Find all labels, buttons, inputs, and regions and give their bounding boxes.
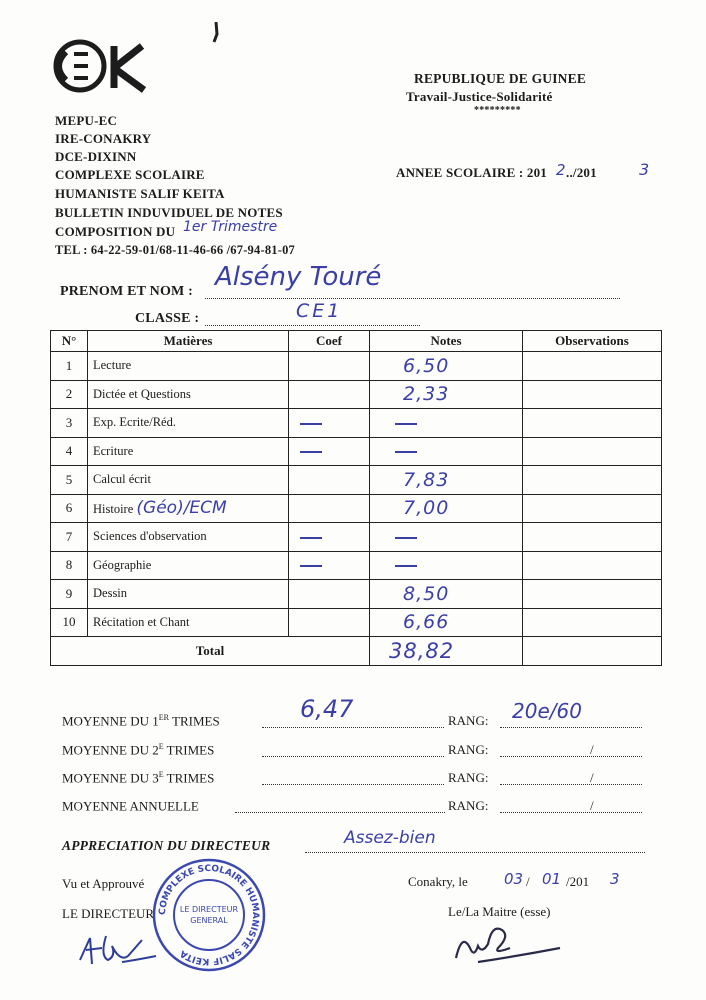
row-coef — [289, 580, 370, 609]
student-class-value: CE1 — [296, 300, 343, 322]
subject-label: Calcul écrit — [93, 472, 151, 487]
school-line4: COMPLEXE SCOLAIRE — [55, 167, 205, 182]
moyenne-label: MOYENNE ANNUELLE — [62, 798, 199, 814]
row-num: 9 — [51, 580, 88, 609]
note-value: 7,83 — [403, 468, 450, 491]
annee-label: ANNEE SCOLAIRE : 201 — [396, 165, 547, 180]
director-stamp — [150, 856, 268, 974]
note-value: 2,33 — [403, 383, 450, 406]
row-num: 1 — [51, 352, 88, 381]
moyenne-dots — [262, 756, 444, 757]
table-row — [51, 580, 662, 609]
row-subject — [88, 380, 289, 409]
row-subject — [88, 409, 289, 438]
director-signature — [72, 926, 162, 970]
total-value: 38,82 — [389, 638, 455, 663]
republic-stars: ********* — [474, 105, 521, 116]
subject-label: Sciences d'observation — [93, 529, 207, 544]
row-coef — [289, 409, 370, 438]
date-day: 03 — [504, 870, 524, 888]
row-observation — [523, 466, 662, 495]
republic-title: REPUBLIQUE DE GUINEE — [414, 71, 587, 86]
student-name-label: PRENOM ET NOM : — [60, 284, 194, 299]
row-coef — [289, 523, 370, 552]
note-dash — [395, 537, 417, 539]
total-observation — [523, 637, 662, 666]
note-value: 7,00 — [403, 497, 450, 520]
row-observation — [523, 380, 662, 409]
school-tel: TEL : 64-22-59-01/68-11-46-66 /67-94-81-07 — [55, 243, 295, 257]
moyenne-label: MOYENNE DU 1ER TRIMES — [62, 713, 220, 729]
rang-label: RANG: — [448, 770, 489, 785]
table-row — [51, 466, 662, 495]
row-note — [370, 580, 523, 609]
row-observation — [523, 409, 662, 438]
row-num: 4 — [51, 437, 88, 466]
appreciation-line — [305, 852, 645, 853]
annee-sep: ../201 — [566, 165, 597, 180]
rang-label: RANG: — [448, 713, 489, 728]
coef-dash — [300, 451, 322, 453]
row-subject — [88, 494, 289, 523]
header-notes: Notes — [370, 331, 523, 352]
table-row — [51, 380, 662, 409]
row-num: 6 — [51, 494, 88, 523]
moyenne-dots — [262, 784, 444, 785]
row-subject — [88, 608, 289, 637]
subject-label: Lecture — [93, 358, 132, 373]
row-coef — [289, 551, 370, 580]
ink-mark — [212, 22, 220, 44]
moyenne-label: MOYENNE DU $3^E$ TRIMES — [62, 770, 215, 786]
row-note — [370, 523, 523, 552]
row-coef — [289, 437, 370, 466]
student-class-line — [205, 325, 420, 326]
row-coef — [289, 352, 370, 381]
date-year: /201 — [566, 874, 590, 889]
subject-label: Histoire — [93, 502, 134, 517]
row-note — [370, 380, 523, 409]
moyenne-dots — [235, 812, 445, 813]
row-observation — [523, 494, 662, 523]
rang-dots — [500, 812, 642, 813]
row-num: 8 — [51, 551, 88, 580]
stamp-center-text: LE DIRECTEUR — [179, 905, 239, 914]
table-row — [51, 494, 662, 523]
rang-dots — [500, 756, 642, 757]
row-observation — [523, 523, 662, 552]
student-class-label: CLASSE : — [135, 311, 200, 326]
school-line5: HUMANISTE SALIF KEITA — [55, 186, 225, 201]
header-coef: Coef — [289, 331, 370, 352]
table-header-row — [51, 331, 662, 352]
table-row — [51, 523, 662, 552]
header-observations: Observations — [523, 331, 662, 352]
rang-dots — [500, 784, 642, 785]
note-value: 6,66 — [403, 611, 450, 634]
total-label: Total — [51, 637, 370, 666]
student-name-value: Alsény Touré — [215, 262, 382, 292]
coef-dash — [300, 565, 322, 567]
note-value: 8,50 — [403, 582, 450, 605]
annee-value1: 2 — [556, 161, 566, 179]
row-coef — [289, 380, 370, 409]
note-value: 6,50 — [403, 354, 450, 377]
date-year-digit: 3 — [610, 870, 620, 888]
row-num: 3 — [51, 409, 88, 438]
school-line3: DCE-DIXINN — [55, 149, 137, 164]
subject-label: Ecriture — [93, 443, 134, 458]
row-coef — [289, 494, 370, 523]
composition-value: 1er Trimestre — [183, 219, 278, 235]
subject-label: Géographie — [93, 557, 152, 572]
school-line1: MEPU-EC — [55, 113, 118, 128]
table-total-row — [51, 637, 662, 666]
subject-label: Récitation et Chant — [93, 614, 190, 629]
row-note — [370, 352, 523, 381]
le-directeur: LE DIRECTEUR — [62, 906, 155, 921]
row-coef — [289, 608, 370, 637]
row-subject — [88, 580, 289, 609]
table-row — [51, 551, 662, 580]
stamp-ring-text: COMPLEXE SCOLAIRE HUMANISTE SALIF KEITA — [157, 863, 261, 967]
row-num: 2 — [51, 380, 88, 409]
rang-value: / — [590, 742, 594, 757]
row-subject — [88, 523, 289, 552]
composition-label: COMPOSITION DU — [55, 224, 176, 239]
coef-dash — [300, 423, 322, 425]
subject-label: Exp. Ecrite/Réd. — [93, 415, 176, 430]
republic-motto: Travail-Justice-Solidarité — [406, 89, 553, 104]
row-coef — [289, 466, 370, 495]
row-subject — [88, 551, 289, 580]
subject-label: Dictée et Questions — [93, 386, 191, 401]
annee-value2: 3 — [639, 160, 650, 179]
subject-label: Dessin — [93, 586, 128, 601]
rang-value: / — [590, 798, 594, 813]
svg-text:GENERAL: GENERAL — [190, 916, 228, 925]
row-observation — [523, 437, 662, 466]
row-note — [370, 494, 523, 523]
school-line2: IRE-CONAKRY — [55, 131, 152, 146]
moyenne-dots — [262, 727, 444, 728]
note-dash — [395, 451, 417, 453]
note-dash — [395, 423, 417, 425]
row-subject — [88, 352, 289, 381]
header-num: N° — [51, 331, 88, 352]
table-row — [51, 608, 662, 637]
date-month: 01 — [542, 870, 562, 888]
appreciation-value: Assez-bien — [344, 828, 436, 848]
row-observation — [523, 608, 662, 637]
teacher-signature — [448, 918, 568, 968]
student-name-line — [205, 298, 620, 299]
le-maitre: Le/La Maitre (esse) — [448, 904, 551, 919]
grades-table — [50, 330, 662, 666]
table-row — [51, 437, 662, 466]
moyenne-value: 6,47 — [300, 695, 354, 723]
row-note — [370, 437, 523, 466]
row-num: 5 — [51, 466, 88, 495]
date-sep: / — [526, 874, 530, 889]
coef-dash — [300, 537, 322, 539]
subject-extra: (Géo)/ECM — [136, 498, 227, 519]
school-line6: BULLETIN INDUVIDUEL DE NOTES — [55, 205, 283, 220]
table-row — [51, 352, 662, 381]
vu-approuve: Vu et Approuvé — [62, 876, 145, 891]
row-num: 10 — [51, 608, 88, 637]
row-note — [370, 409, 523, 438]
table-row — [51, 409, 662, 438]
total-cell — [370, 637, 523, 666]
place-date-label: Conakry, le — [408, 874, 468, 889]
rang-dots — [500, 727, 642, 728]
moyenne-label: MOYENNE DU $2^E$ TRIMES — [62, 742, 215, 758]
row-subject — [88, 466, 289, 495]
school-logo — [44, 38, 152, 94]
row-note — [370, 466, 523, 495]
rang-label: RANG: — [448, 742, 489, 757]
appreciation-label: APPRECIATION DU DIRECTEUR — [62, 838, 271, 853]
row-note — [370, 551, 523, 580]
row-observation — [523, 580, 662, 609]
row-observation — [523, 551, 662, 580]
rang-label: RANG: — [448, 798, 489, 813]
row-subject — [88, 437, 289, 466]
row-num: 7 — [51, 523, 88, 552]
header-matieres: Matières — [88, 331, 289, 352]
rang-value: 20e/60 — [512, 699, 582, 723]
rang-value: / — [590, 770, 594, 785]
row-note — [370, 608, 523, 637]
note-dash — [395, 565, 417, 567]
row-observation — [523, 352, 662, 381]
